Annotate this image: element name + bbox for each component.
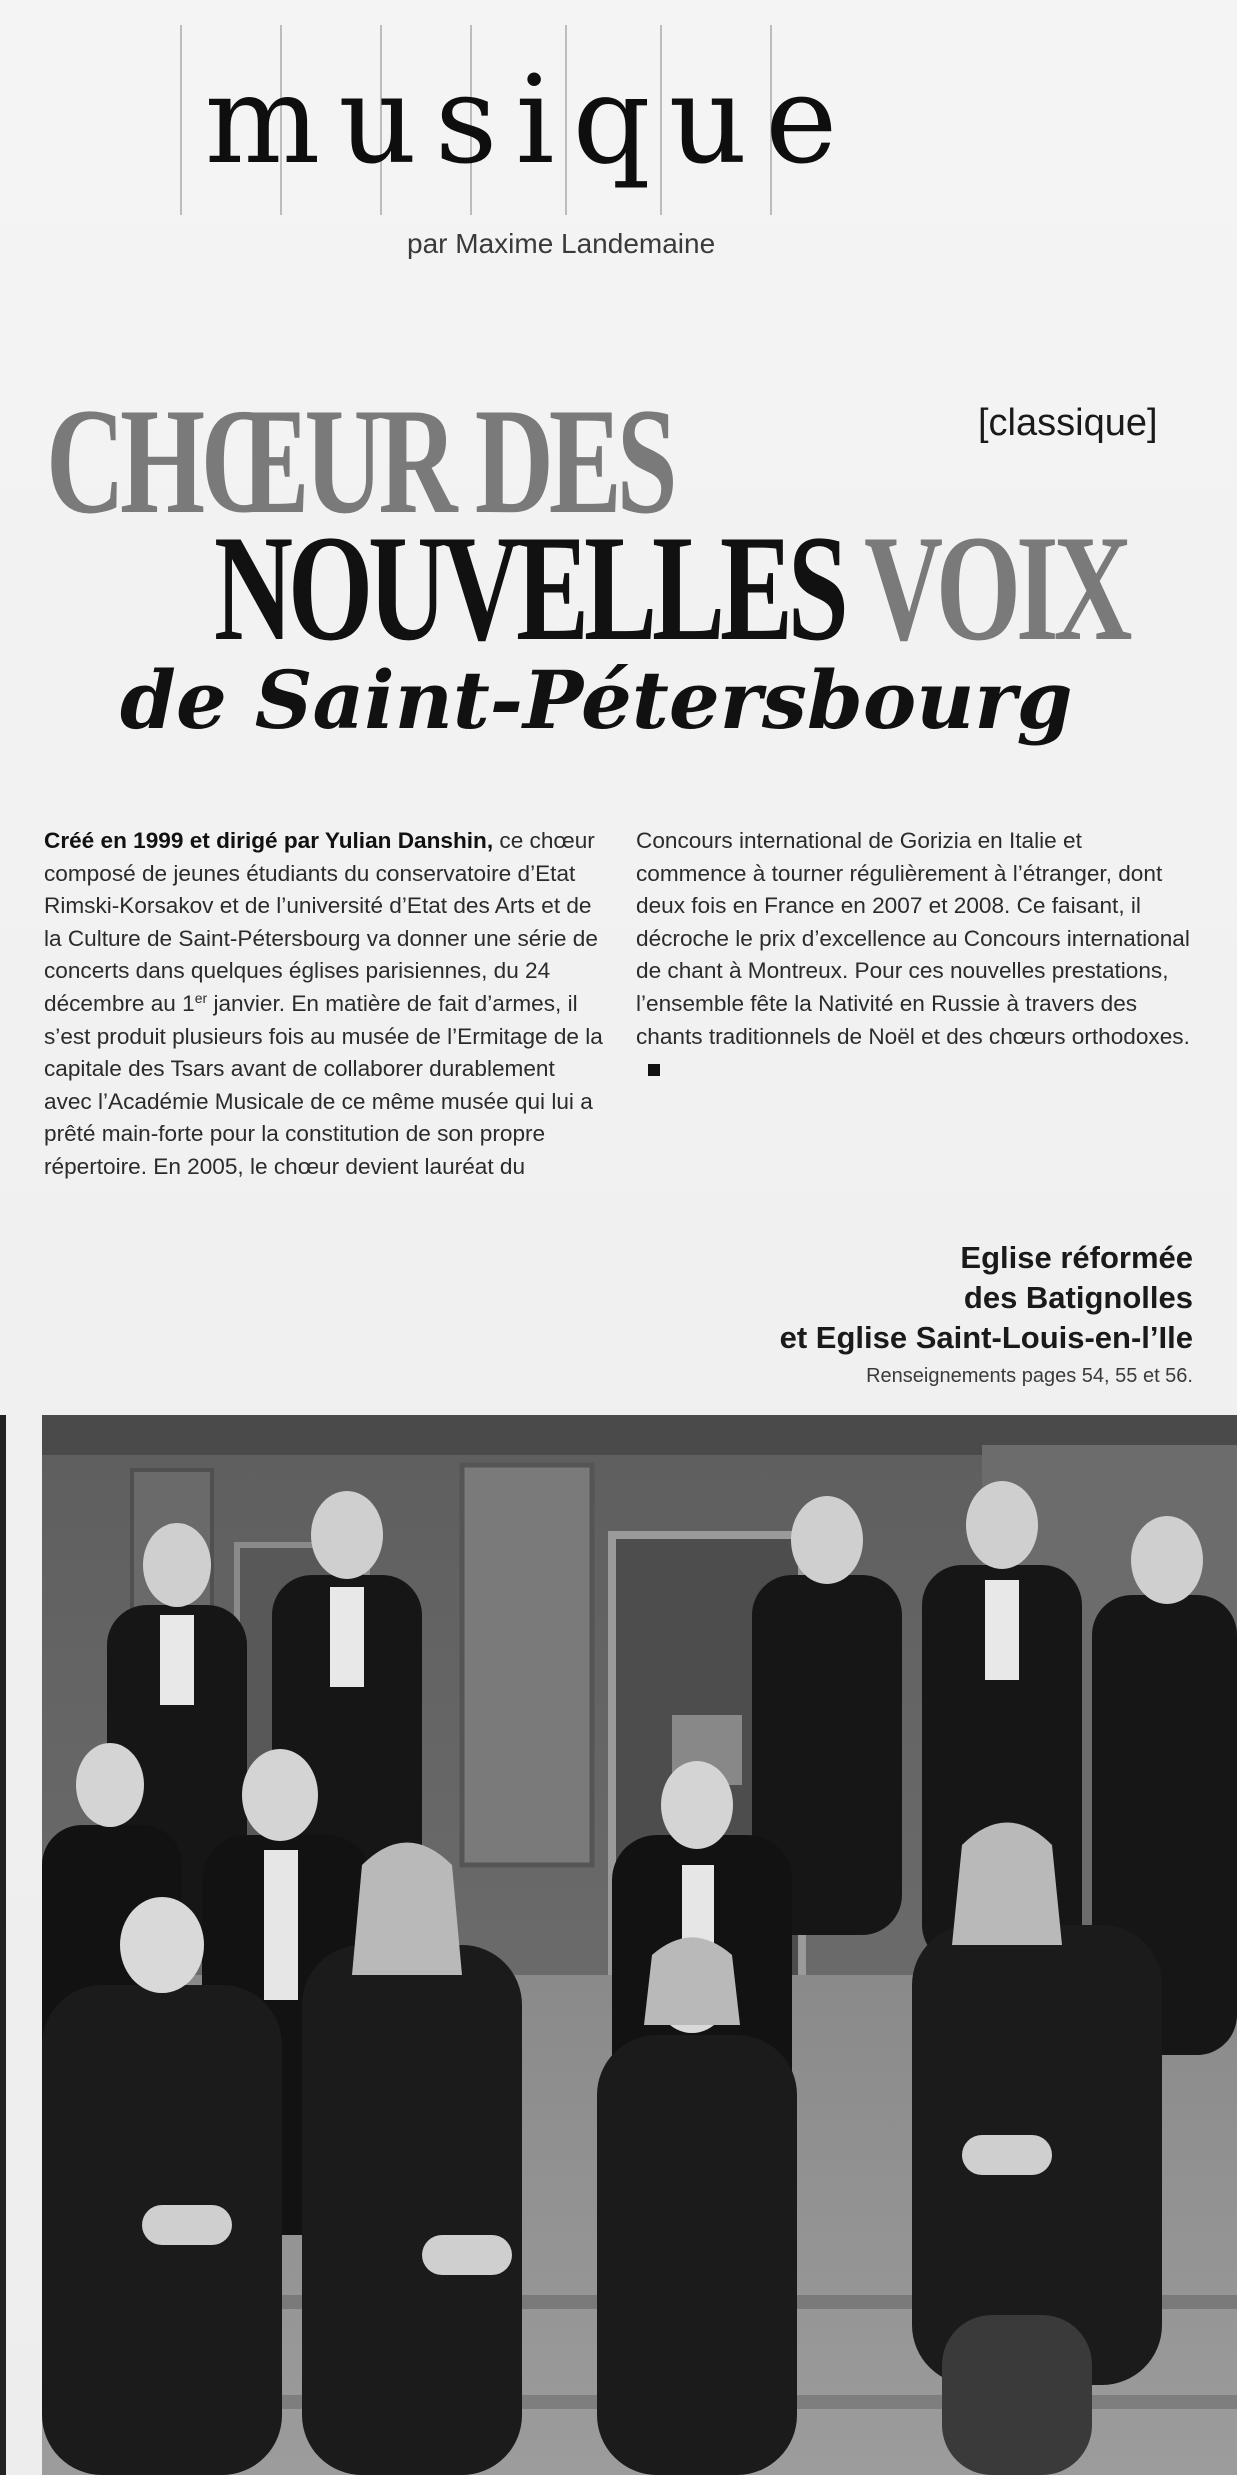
venue-info: Renseignements pages 54, 55 et 56. — [866, 1365, 1193, 1387]
end-of-article-icon — [648, 1064, 660, 1076]
headline-line-1: CHŒUR DES — [46, 377, 673, 545]
venue-block — [780, 1238, 1193, 1394]
venue-line-2: des Batignolles — [963, 1280, 1193, 1315]
choir-group-photo-icon — [42, 1415, 1237, 2475]
body-text-left: ce chœur composé de jeunes étudiants du conservatoire d’Etat Rimski-Korsakov et de l’université d’Etat des Arts et de la Culture de Saint-Pétersbourg va donner une série de concerts dans quelques églises parisiennes, du 24 décembre au 1 — [44, 828, 598, 1016]
genre-tag: [classique] — [978, 402, 1158, 444]
headline-word-nouvelles: NOUVELLES — [214, 504, 844, 672]
body-column-left — [44, 825, 604, 1184]
choir-photo — [42, 1415, 1237, 2475]
lead-text: Créé en 1999 et dirigé par Yulian Danshin, — [44, 828, 494, 853]
venue-line-3: et Eglise Saint-Louis-en-l’Ile — [779, 1320, 1193, 1355]
author-byline: par Maxime Landemaine — [407, 228, 716, 259]
section-masthead — [170, 25, 890, 215]
body-text-right: Concours international de Gorizia en Italie et commence à tourner régulièrement à l’étranger, dont deux fois en France en 2007 et 2008. Ce faisant, il décroche le prix d’excellence au Concours international de chant à Montreux. Pour ces nouvelles prestations, l’ensemble fête la Nativité en Russie à travers des chants traditionnels de Noël et des chœurs orthodoxes. — [636, 828, 1190, 1049]
headline-line-2 — [214, 504, 1128, 672]
body-text-left-continued: janvier. En matière de fait d’armes, il s’est produit plusieurs fois au musée de l’Ermitage de la capitale des Tsars avant de collaborer durablement avec l’Académie Musicale de ce même musée qui lui a prêté main-forte pour la constitution de son propre répertoire. En 2005, le chœur devient lauréat du — [44, 990, 603, 1179]
headline-word-voix: VOIX — [864, 504, 1128, 672]
page-edge — [0, 1415, 6, 2475]
section-title: musique — [204, 49, 856, 191]
headline-subtitle: de Saint-Pétersbourg — [120, 653, 1073, 747]
body-column-right — [636, 825, 1196, 1086]
venue-line-1: Eglise réformée — [960, 1240, 1193, 1275]
superscript-er: er — [194, 989, 208, 1006]
